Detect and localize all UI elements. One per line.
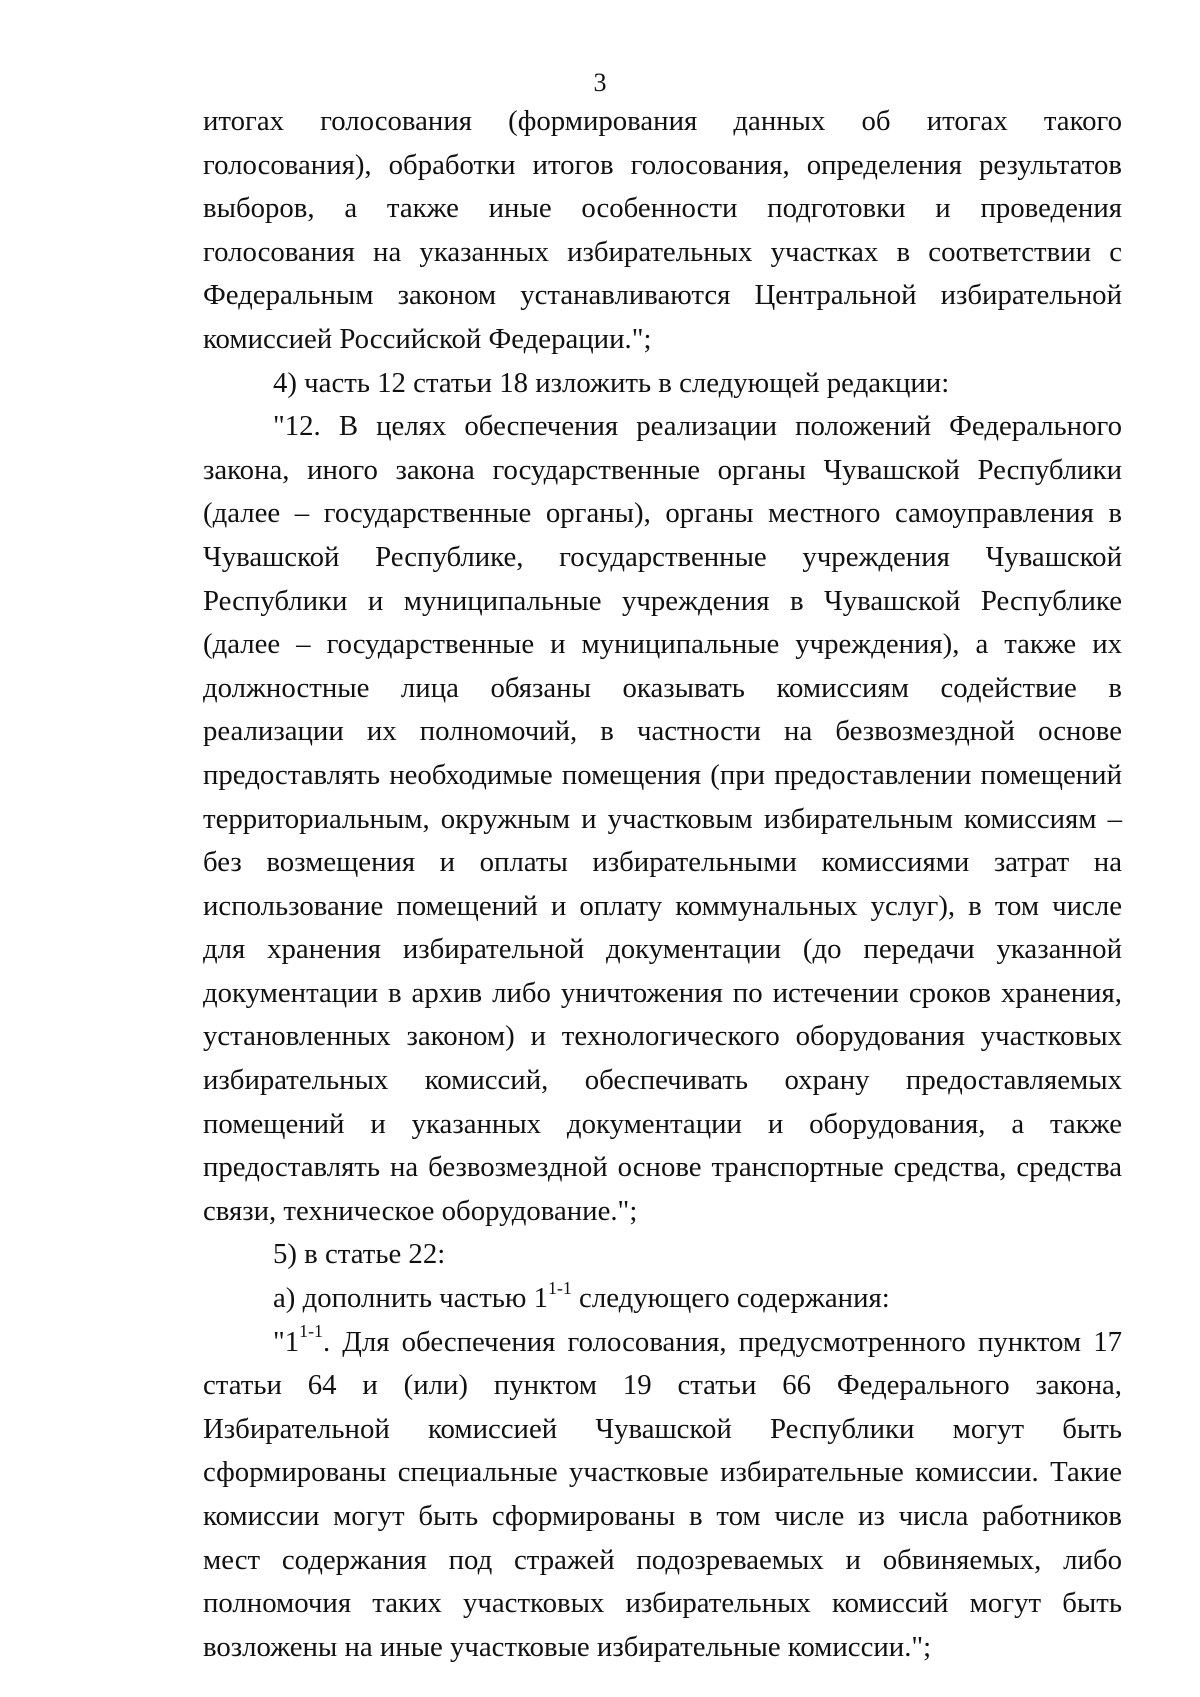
paragraph-continuation: итогах голосования (формирования данных об итогах такого голосования), обработки итогов голосования, определения результатов выборов, а также иные особенности подготовки и проведения голосования на указанных избирательных участках в соответствии с Федеральным законом устанавливаются Центральной избирательной комиссией Российской Федерации.";	[203, 105, 1122, 355]
document-body	[203, 100, 1122, 1669]
text-fragment: "1	[273, 1325, 300, 1358]
paragraph-part-12: "12. В целях обеспечения реализации положений Федерального закона, иного закона государственные органы Чувашской Республики (далее – государственные органы), органы местного самоуправления в Чувашской Республике, государственные учреждения Чувашской Республики и муниципальные учреждения в Чувашской Республике (далее – государственные и муниципальные учреждения), а также их должностные лица обязаны оказывать комиссиям содействие в реализации их полномочий, в частности на безвозмездной основе предоставлять необходимые помещения (при предоставлении помещений территориальным, окружным и участковым избирательным комиссиям – без возмещения и оплаты избирательными комиссиями затрат на использование помещений и оплату коммунальных услуг), в том числе для хранения избирательной документации (до передачи указанной документации в архив либо уничтожения по истечении сроков хранения, установленных законом) и технологического оборудования участковых избирательных комиссий, обеспечивать охрану предоставляемых помещений и указанных документации и оборудования, а также предоставлять на безвозмездной основе транспортные средства, средства связи, техническое оборудование.";	[203, 410, 1122, 1227]
text-fragment: . Для обеспечения голосования, предусмотренного пунктом 17 статьи 64 и (или) пунктом 19 статьи 66 Федерального закона, Избирательной комиссией Чувашской Республики могут быть сформированы специальные участковые избирательные комиссии. Такие комиссии могут быть сформированы в том числе из числа работников мест содержания под стражей подозреваемых и обвиняемых, либо полномочия таких участковых избирательных комиссий могут быть возложены на иные участковые избирательные комиссии.";	[203, 1325, 1122, 1663]
superscript: 1-1	[299, 1321, 323, 1342]
paragraph-item-5a	[203, 1277, 1122, 1321]
superscript: 1-1	[548, 1277, 572, 1298]
paragraph-item-5: 5) в статье 22:	[273, 1238, 446, 1271]
text-fragment: следующего содержания:	[571, 1282, 890, 1315]
paragraph-part-1-1-1	[203, 1321, 1122, 1670]
page-number: 3	[593, 68, 607, 97]
paragraph-item-4: 4) часть 12 статьи 18 изложить в следующей редакции:	[273, 366, 950, 399]
text-fragment: а) дополнить частью 1	[273, 1282, 549, 1315]
